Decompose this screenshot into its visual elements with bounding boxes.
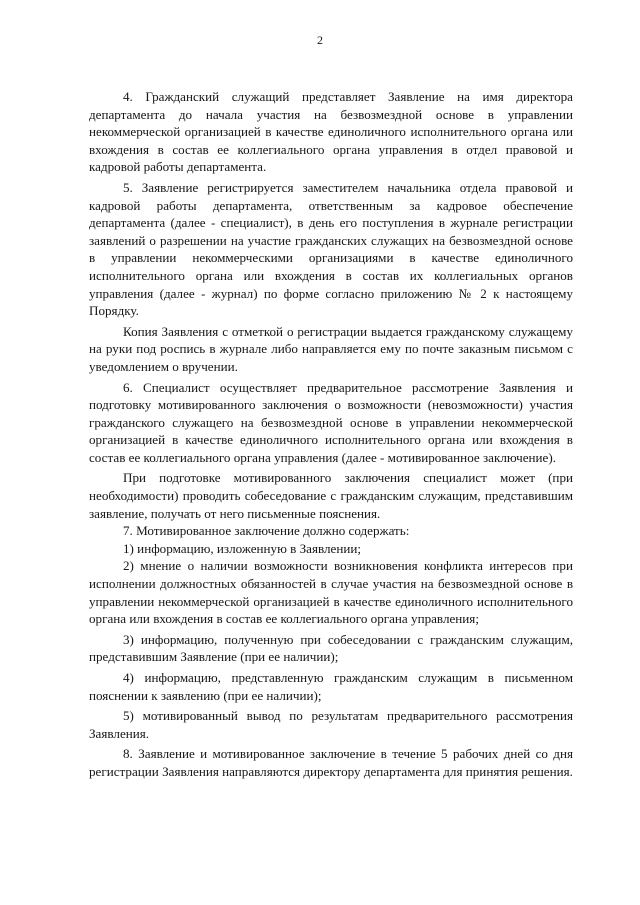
paragraph-item-6: 6. Специалист осуществляет предварительное рассмотрение Заявления и подготовку мотивированного заключения о возможности (невозможности) участия гражданского служащего на безвозмездной основе в управлении некоммерческой организацией в качестве единоличного исполнительного органа или вхождения в состав ее коллегиального органа управления (далее - мотивированное заключение).	[89, 379, 573, 465]
paragraph-interview: При подготовке мотивированного заключения специалист может (при необходимости) проводить собеседование с гражданским служащим, представившим заявление, получать от него письменные пояснения.	[89, 470, 573, 521]
list-item-3: 3) информацию, полученную при собеседовании с гражданским служащим, представившим Заявление (при ее наличии);	[89, 631, 573, 665]
paragraph-item-8: 8. Заявление и мотивированное заключение в течение 5 рабочих дней со дня регистрации Заявления направляются директору департамента для принятия решения.	[89, 746, 573, 779]
list-item-5: 5) мотивированный вывод по результатам предварительного рассмотрения Заявления.	[89, 708, 573, 741]
page-number: 2	[317, 33, 323, 47]
paragraph-item-7: 7. Мотивированное заключение должно содержать:	[123, 523, 410, 539]
paragraph-item-4: 4. Гражданский служащий представляет Заявление на имя директора департамента до начала участия на безвозмездной основе в управлении некоммерческой организацией в качестве единоличного исполнительного органа или вхождения в состав ее коллегиального органа управления в отдел правовой и кадровой работы департамента.	[89, 89, 573, 175]
list-item-4: 4) информацию, представленную гражданским служащим в письменном пояснении к заявлению (при ее наличии);	[89, 670, 573, 703]
paragraph-copy-statement: Копия Заявления с отметкой о регистрации выдается гражданскому служащему на руки под роспись в журнале либо направляется ему по почте заказным письмом с уведомлением о вручении.	[89, 323, 573, 374]
list-item-1: 1) информацию, изложенную в Заявлении;	[123, 540, 362, 556]
list-item-2: 2) мнение о наличии возможности возникновения конфликта интересов при исполнении должностных обязанностей в случае участия на безвозмездной основе в управлении некоммерческой организацией в качестве единоличного исполнительного органа или вхождения в состав ее коллегиального органа управления;	[89, 558, 573, 627]
document-body	[89, 88, 573, 781]
paragraph-item-5: 5. Заявление регистрируется заместителем начальника отдела правовой и кадровой работы департамента, ответственным за кадровое обеспечение департамента (далее - специалист), в день его поступления в журнале регистрации заявлений о разрешении на участие гражданских служащих на безвозмездной основе в управлении некоммерческими организациями в качестве единоличного исполнительного органа или вхождения в состав их коллегиальных органов управления (далее - журнал) по форме согласно приложению № 2 к настоящему Порядку.	[89, 179, 573, 319]
